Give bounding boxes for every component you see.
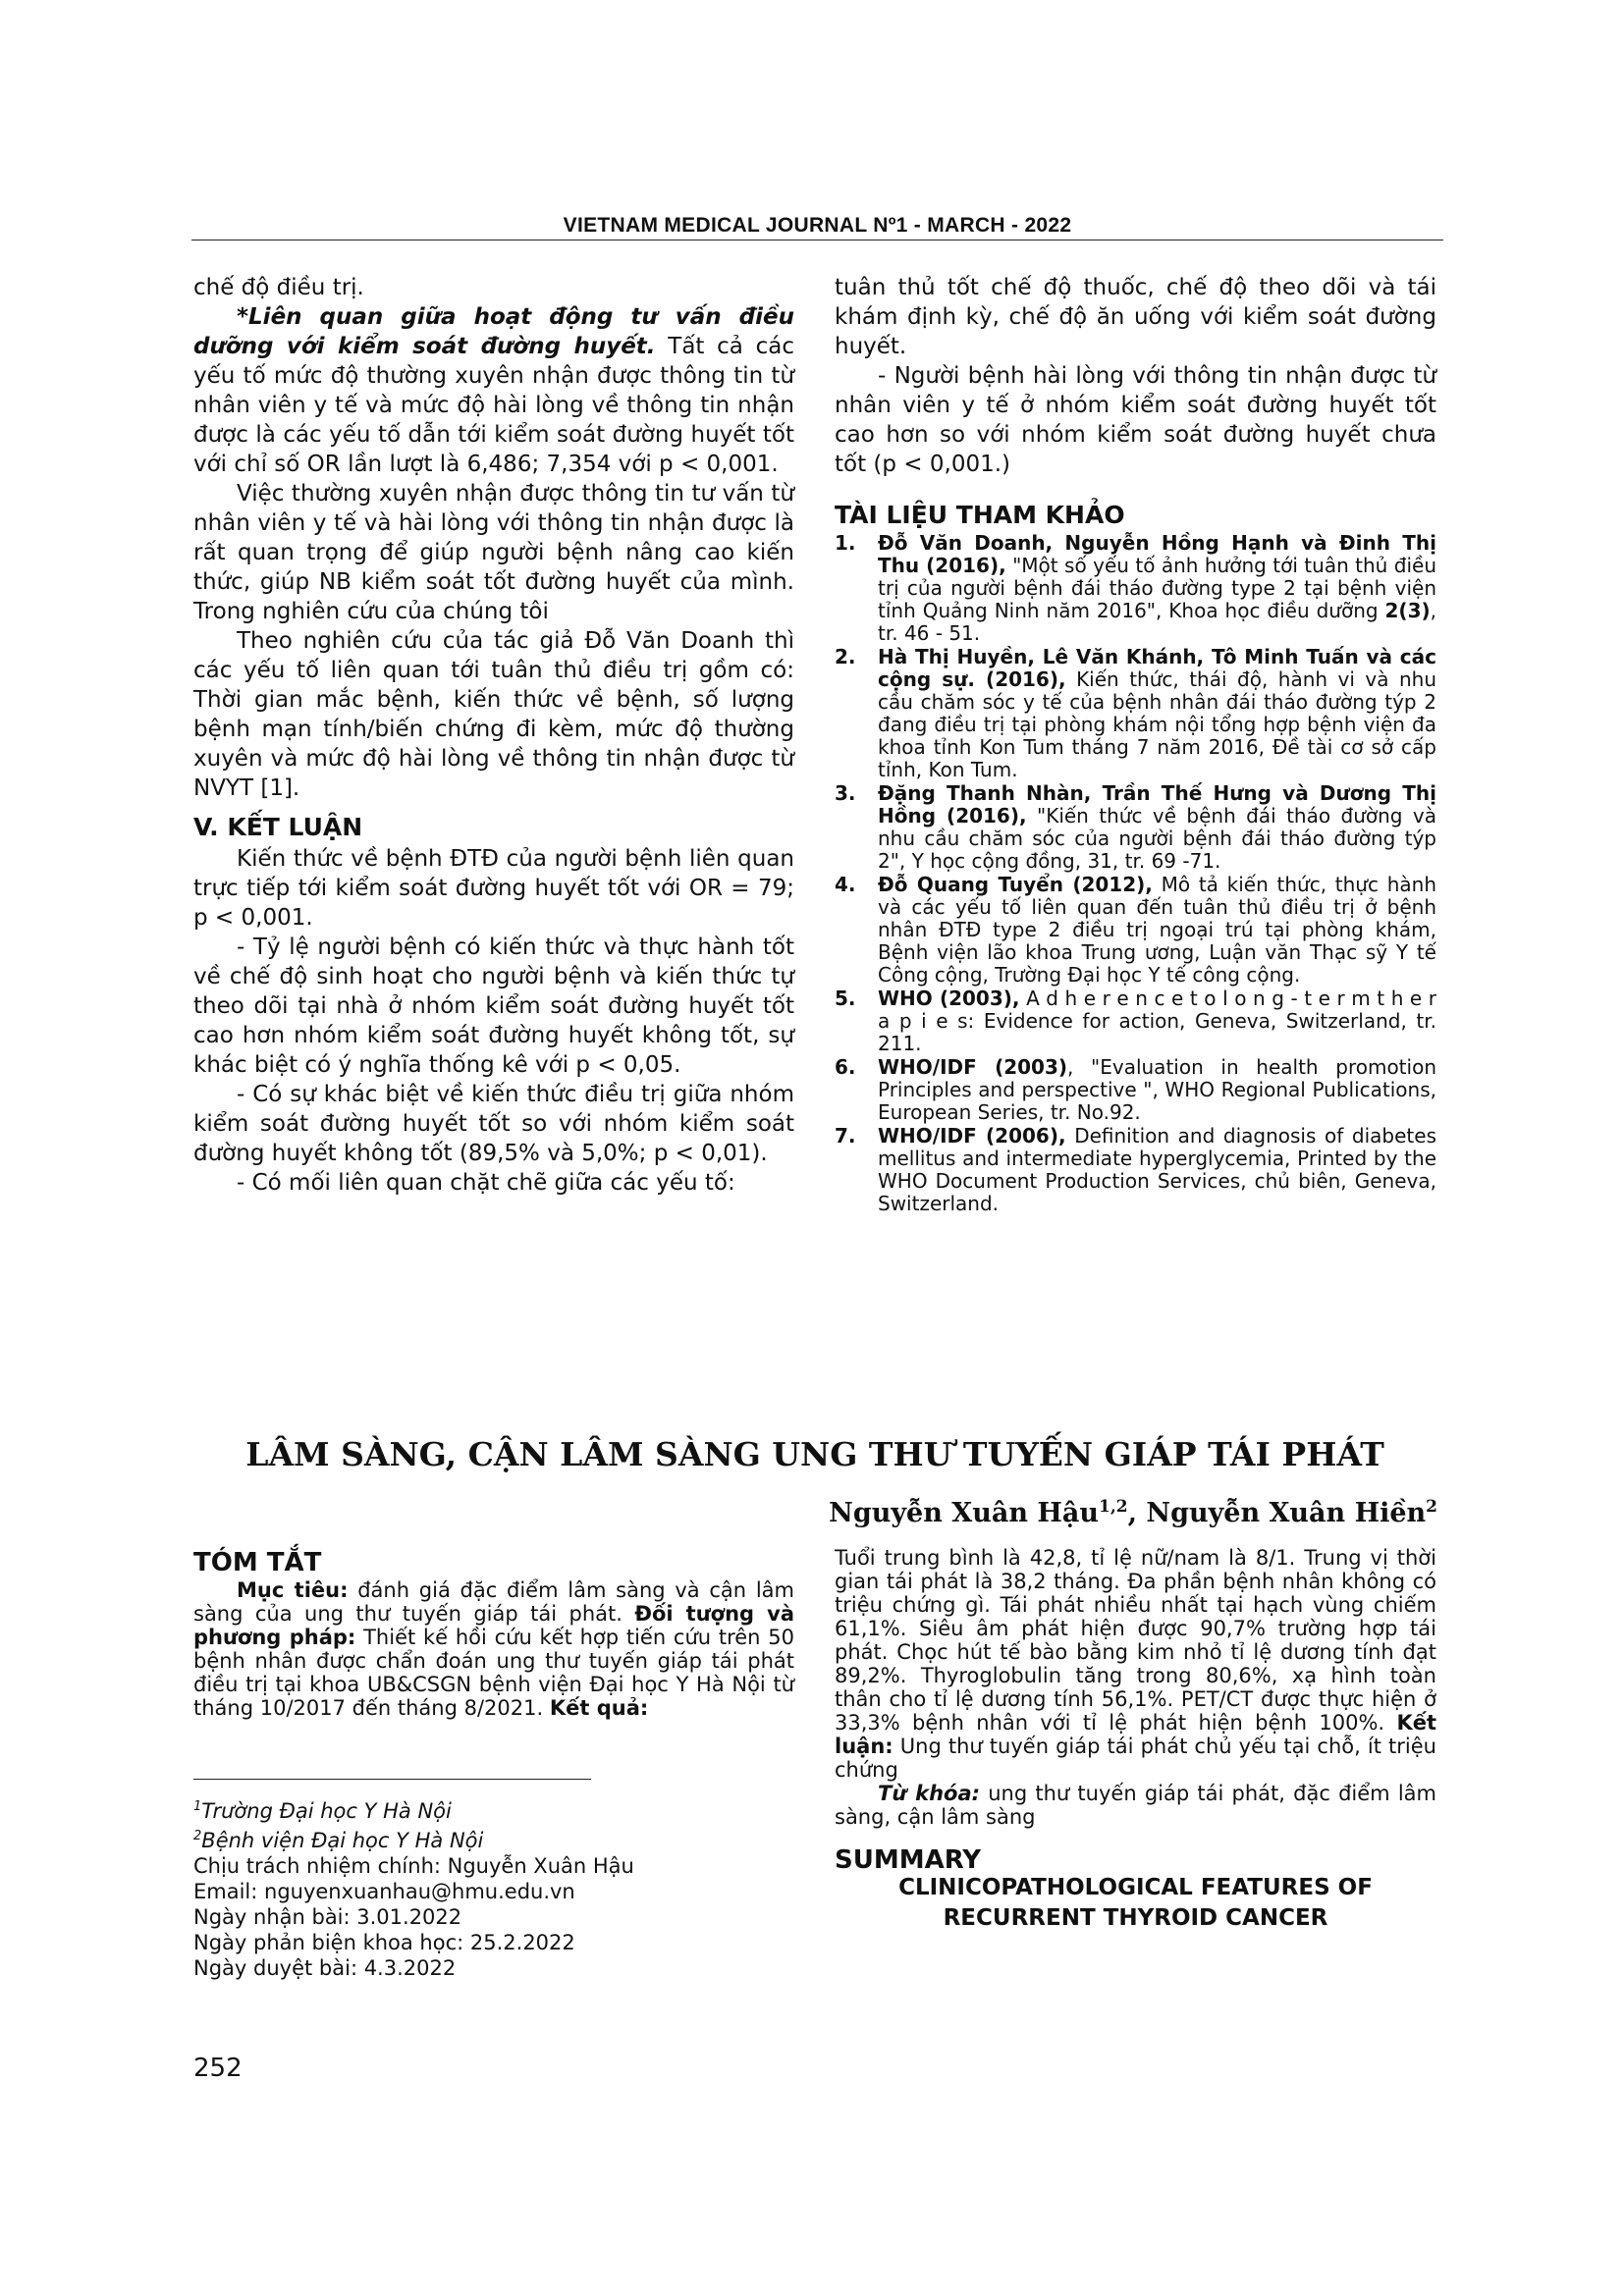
summary-title-line: RECURRENT THYROID CANCER: [943, 1905, 1328, 1931]
subsection-title: *Liên quan giữa hoạt động tư vấn điều dưỡng với kiểm soát đường huyết.: [193, 304, 794, 359]
abstract-text: đánh giá đặc điểm lâm sàng và cận lâm sàng của ung thư tuyến giáp tái phát.: [193, 1578, 794, 1626]
summary-block: [835, 1845, 1436, 1933]
author-affiliation-mark: 2: [1426, 1497, 1437, 1517]
page-number: 252: [193, 2054, 243, 2083]
right-column: [835, 273, 1436, 1216]
abstract-label: Đối tượng và phương pháp:: [193, 1602, 794, 1649]
article-title: LÂM SÀNG, CẬN LÂM SÀNG UNG THƯ TUYẾN GIÁP TÁI PHÁT: [245, 1435, 1384, 1473]
reference-authors: WHO (2003),: [878, 987, 1020, 1010]
paragraph: Việc thường xuyên nhận được thông tin tư vấn từ nhân viên y tế và hài lòng với thông tin nhận được là rất quan trọng để giúp người bệnh nâng cao kiến thức, giúp NB kiểm soát tốt đường huyết của mình. Trong nghiên cứu của chúng tôi: [193, 481, 794, 624]
affiliation-2: [193, 1824, 794, 1853]
footnote-mark: 1: [193, 1799, 202, 1814]
reference-item: [835, 646, 1436, 781]
running-header: VIETNAM MEDICAL JOURNAL Nº1 - MARCH - 2022: [563, 214, 1072, 237]
reference-number: 1.: [835, 531, 856, 555]
footnote-rule: [193, 1779, 591, 1780]
reference-list: [835, 532, 1436, 1215]
paragraph: - Có sự khác biệt về kiến thức điều trị giữa nhóm kiểm soát đường huyết tốt so với nhóm kiểm soát đường huyết không tốt (89,5% và 5,0%; p < 0,01).: [193, 1082, 794, 1166]
left-column: [193, 273, 794, 1198]
reference-authors: WHO/IDF (2003): [878, 1055, 1068, 1079]
paragraph: chế độ điều trị.: [193, 275, 364, 300]
reference-item: [835, 1125, 1436, 1215]
email: Email: nguyenxuanhau@hmu.edu.vn: [193, 1880, 575, 1903]
reference-text: Definition and diagnosis of diabetes mellitus and intermediate hyperglycemia, Printed by the WHO Document Production Services, chủ biên, Geneva, Switzerland.: [878, 1124, 1436, 1215]
reference-pages: , tr. 46 - 51.: [878, 599, 1436, 645]
reference-item: [835, 782, 1436, 873]
paragraph: - Tỷ lệ người bệnh có kiến thức và thực hành tốt về chế độ sinh hoạt cho người bệnh và kiến thức tự theo dõi tại nhà ở nhóm kiểm soát đường huyết tốt cao hơn nhóm kiểm soát đường huyết không tốt, sự khác biệt có ý nghĩa thống kê với p < 0,05.: [193, 934, 794, 1078]
abstract-text: Thiết kế hồi cứu kết hợp tiến cứu trên 50 bệnh nhân được chẩn đoán ung thư tuyến giáp tái phát điều trị tại khoa UB&CSGN bệnh viện Đại học Y Hà Nội từ tháng 10/2017 đến tháng 8/2021.: [193, 1626, 794, 1720]
reference-item: [835, 874, 1436, 987]
author-name: Nguyễn Xuân Hiền: [1146, 1498, 1427, 1528]
paragraph: Kiến thức về bệnh ĐTĐ của người bệnh liên quan trực tiếp tới kiểm soát đường huyết tốt với OR = 79; p < 0,001.: [193, 846, 794, 931]
abstract-label: Kết quả:: [549, 1696, 649, 1720]
paragraph: Theo nghiên cứu của tác giả Đỗ Văn Doanh thì các yếu tố liên quan tới tuân thủ điều trị gồm có: Thời gian mắc bệnh, kiến thức về bệnh, số lượng bệnh mạn tính/biến chứng đi kèm, mức độ thường xuyên và mức độ hài lòng về thông tin nhận được từ NVYT [1].: [193, 628, 794, 801]
summary-heading: SUMMARY: [835, 1845, 982, 1875]
reference-authors: Đỗ Quang Tuyển (2012),: [878, 873, 1153, 896]
reference-text: : Evidence for action, Geneva, Switzerland, tr. 211.: [878, 1009, 1436, 1055]
reference-authors: WHO/IDF (2006),: [878, 1124, 1066, 1148]
reference-number: 6.: [835, 1055, 856, 1079]
reference-text: Kiến thức, thái độ, hành vi và nhu cầu chăm sóc y tế của bệnh nhân đái tháo đường týp 2 đang điều trị tại phòng khám nội tổng hợp bệnh viện đa khoa tỉnh Kon Tum tháng 7 năm 2016, Đề tài cơ sở cấp tỉnh, Kon Tum.: [878, 667, 1436, 781]
reference-number: 7.: [835, 1124, 856, 1148]
keywords-text: ung thư tuyến giáp tái phát, đặc điểm lâm sàng, cận lâm sàng: [835, 1782, 1436, 1829]
paragraph: - Người bệnh hài lòng với thông tin nhận được từ nhân viên y tế ở nhóm kiểm soát đường huyết tốt cao hơn so với nhóm kiểm soát đường huyết chưa tốt (p < 0,001.): [835, 363, 1436, 477]
references-heading: TÀI LIỆU THAM KHẢO: [835, 501, 1125, 529]
paragraph: [193, 302, 794, 479]
reference-text: "Kiến thức về bệnh đái tháo đường và nhu cầu chăm sóc của người bệnh đái tháo đường týp 2", Y học cộng đồng, 31, tr. 69 -71.: [878, 804, 1436, 873]
reference-item: [835, 1056, 1436, 1124]
keywords: [835, 1782, 1436, 1829]
reference-authors: Đặng Thanh Nhàn, Trần Thế Hưng và Dương Thị Hồng (2016),: [878, 781, 1436, 828]
reference-number: 4.: [835, 873, 856, 896]
affiliation-text: Bệnh viện Đại học Y Hà Nội: [201, 1829, 484, 1852]
abstract-paragraph: [835, 1546, 1436, 1782]
paragraph: tuân thủ tốt chế độ thuốc, chế độ theo dõi và tái khám định kỳ, chế độ ăn uống với kiểm soát đường huyết.: [835, 275, 1436, 359]
reference-item: [835, 532, 1436, 645]
abstract-text: Tuổi trung bình là 42,8, tỉ lệ nữ/nam là 8/1. Trung vị thời gian tái phát là 38,2 tháng. Đa phần bệnh nhân không có triệu chứng gì. Tái phát nhiều nhất tại hạch vùng chiếm 61,1%. Siêu âm phát hiện được 90,7% trường hợp tái phát. Chọc hút tế bào bằng kim nhỏ tỉ lệ dương tính đạt 89,2%. Thyroglobulin tăng trong 80,6%, xạ hình toàn thân cho tỉ lệ dương tính 56,1%. PET/CT được thực hiện ở 33,3% bệnh nhân với tỉ lệ phát hiện bệnh 100%.: [835, 1546, 1436, 1735]
article-authors: [829, 1497, 1437, 1528]
abstract-label: Mục tiêu:: [237, 1578, 349, 1602]
reference-number: 5.: [835, 987, 856, 1010]
reference-text: Mô tả kiến thức, thực hành và các yếu tố liên quan đến tuân thủ điều trị ở bệnh nhân ĐTĐ type 2 điều trị ngoại trú tại phòng khám, Bệnh viện lão khoa Trung ương, Luận văn Thạc sỹ Y tế Công cộng, Trường Đại học Y tế công cộng.: [878, 873, 1436, 987]
paragraph: - Có mối liên quan chặt chẽ giữa các yếu tố:: [237, 1170, 735, 1196]
abstract-right: [835, 1546, 1436, 1933]
corresponding-author: Chịu trách nhiệm chính: Nguyễn Xuân Hậu: [193, 1854, 634, 1878]
reference-volume: 2(3): [1384, 599, 1431, 622]
abstract-heading: TÓM TẮT: [193, 1548, 322, 1577]
author-separator: ,: [1127, 1498, 1147, 1528]
reference-number: 3.: [835, 781, 856, 805]
affiliation-text: Trường Đại học Y Hà Nội: [201, 1799, 452, 1823]
keywords-label: Từ khóa:: [878, 1782, 981, 1805]
author-name: Nguyễn Xuân Hậu: [829, 1498, 1099, 1528]
abstract-left: [193, 1548, 794, 1720]
abstract-label: Kết luận:: [835, 1711, 1436, 1758]
date-accepted: Ngày duyệt bài: 4.3.2022: [193, 1956, 457, 1980]
reference-title: A d h e r e n c e t o l o n g - t e r m t h e r a p i e s: [878, 987, 1437, 1033]
date-reviewed: Ngày phản biện khoa học: 25.2.2022: [193, 1931, 575, 1954]
abstract-text: Ung thư tuyến giáp tái phát chủ yếu tại chỗ, ít triệu chứng: [835, 1735, 1436, 1782]
section-heading-conclusion: V. KẾT LUẬN: [193, 813, 363, 841]
reference-number: 2.: [835, 645, 856, 668]
reference-authors: Đỗ Văn Doanh, Nguyễn Hồng Hạnh và Đinh Thị Thu (2016),: [878, 531, 1436, 577]
abstract-paragraph: [193, 1578, 794, 1720]
footnotes: [193, 1794, 794, 1981]
reference-text: "Một số yếu tố ảnh hưởng tới tuân thủ điều trị của người bệnh đái tháo đường type 2 tại bệnh viện tỉnh Quảng Ninh năm 2016", Khoa học điều dưỡng: [878, 554, 1437, 622]
reference-item: [835, 988, 1436, 1055]
reference-authors: Hà Thị Huyền, Lê Văn Khánh, Tô Minh Tuấn và các cộng sự. (2016),: [878, 645, 1436, 691]
date-received: Ngày nhận bài: 3.01.2022: [193, 1905, 462, 1929]
footnote-mark: 2: [193, 1829, 202, 1843]
paragraph-text: Tất cả các yếu tố mức độ thường xuyên nhận được thông tin từ nhân viên y tế và mức độ hài lòng về thông tin nhận được là các yếu tố dẫn tới kiểm soát đường huyết tốt với chỉ số OR lần lượt là 6,486; 7,354 với p < 0,001.: [193, 334, 794, 477]
affiliation-1: [193, 1794, 794, 1824]
reference-text: , "Evaluation in health promotion Principles and perspective ", WHO Regional Publications, European Series, tr. No.92.: [878, 1055, 1436, 1124]
summary-title-line: CLINICOPATHOLOGICAL FEATURES OF: [898, 1875, 1373, 1900]
author-affiliation-mark: 1,2: [1099, 1497, 1128, 1517]
